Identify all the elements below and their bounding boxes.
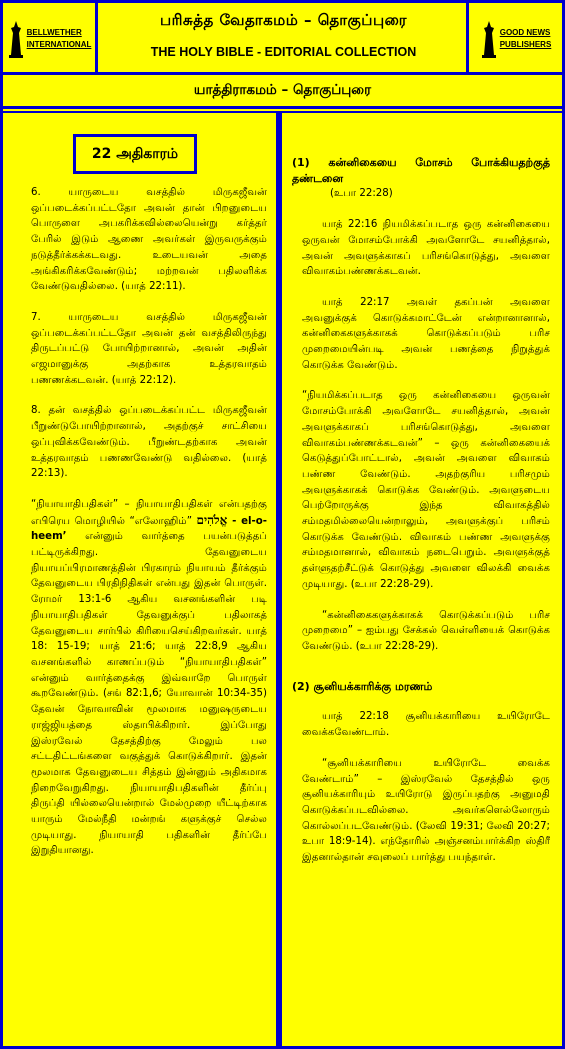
judges-text-2: என்னும் வார்த்தை பயன்படுத்தப் பட்டிருக்கிறது. தேவனுடைய நியாயப்பிரமாணத்தின் பிரகாரம் நியாயம் தீர்க்கும் தேவனுடைய பிரதிநிதிகள் என்பது இதன் பொருள். ரோமர் 13:1-6 ஆகிய வசனங்களின் படி நியாயாதிபதிகள் தேவனுக்குப் பதிலாகத் தேவனுடைய சார்பில் கிரியைசெய்கிறவர்கள். யாத் 18: 15-19; யாத் 21:6; யாத் 22:8,9 ஆகிய வசனங்களில் காணப்படும் “நியாயாதிபதிகள்” என்னும் வார்த்தைக்கு இவ்வாறே பொருள் கூறவேண்டும். (சங் 82:1,6; யோவான் 10:34-35) தேவன் நோவாவின் மூலமாக மனுஷருடைய ராஜ்ஜியத்தை ஸ்தாபிக்கிறார். இப்போது இஸ்ரவேல் தேசத்திற்கு மேலும் பல சட்டதிட்டங்களை வகுத்துக் கொடுக்கிறார். இதன் மூலமாக தேவனுடைய சித்தம் இன்னும் அதிகமாக நிறைவேறுகிறது. நியாயாதிபதிகளின் தீர்ப்பு திருப்தி யில்லையென்றால் மேல்முறை யீட்டிற்காக யாரும் மேல்நீதி மன்றங் களுக்குச் செல்ல முடியாது. நியாயாதி பதிகளின் தீர்ப்பே இறுதியானது. [31,531,267,857]
section1-ref: (உபா 22:28) [330,188,393,200]
logo-right-line1: GOOD NEWS [499,28,551,37]
verse-paragraph-8: 8. தன் வசத்தில் ஒப்படைக்கப்பட்ட மிருகஜீவன் பீறுண்டுபோயிற்றானால், அதற்குச் சாட்சியை ஒப்புவிக்கவேண்டும். பீறுண்டதற்காக அவன் உத்தரவாதம் பணணவேண்டு வதில்லை. (யாத் 22:13). [31,405,267,480]
section1-para-1: யாத் 22:16 நியமிக்கப்படாத ஒரு கன்னிகையை ஒருவன் மோசம்போக்கி அவளோடே சயனித்தால், அவன் அவளுக்காகப் பரிசங்கொடுத்து, அவளை விவாகம்பண்ணக்கடவன். [302,219,550,278]
section2-para-1: யாத் 22:18 சூனியக்காரியை உயிரோடே வைக்கவேண்டாம். [302,711,550,739]
section2-heading: (2) சூனியக்காரிக்கு மரணம் [292,679,433,693]
logo-bellwether [3,3,98,75]
verse-paragraph-6: 6. யாருடைய வசத்தில் மிருகஜீவன் ஒப்படைக்கப்பட்டதோ அவன் தான் பிறனுடைய பொருளை அபகரிக்கவில்லையென்று கர்த்தர் பேரில் இடும் ஆணை அவர்கள் இருவருக்கும் நடுத்தீர்க்கக்கடவது. உடையவன் அதை அங்கிகரிக்கவேண்டும்; மற்றவன் பதிலளிக்க வேண்டுவதில்லை. (யாத் 22:11). [31,187,267,293]
section1-para-4: “கன்னிகைகளுக்காகக் கொடுக்கப்படும் பரிச முறைமை” – ஐம்பது சேக்கல் வெள்ளியைக் கொடுக்க வேண்டும். (உபா 22:28-29). [302,609,550,652]
chapter-label: 22 அதிகாரம் [73,134,197,174]
logo-right-line2: PUBLISHERS [499,40,552,49]
logo-left-line1: BELLWETHER [26,28,82,37]
verse-paragraph-7: 7. யாருடைய வசத்தில் மிருகஜீவன் ஒப்படைக்கப்பட்டதோ அவன் தன் வசத்திலிருந்து திருடப்பட்டு போயிற்றானால், அவன் அதின் எஜமானுக்கு அதற்காக உத்தரவாதம் பணணக்கடவன். (யாத் 22:12). [31,311,267,386]
judges-commentary [31,497,267,859]
section1-para-2: யாத் 22:17 அவள் தகப்பன் அவளை அவனுக்குக் கொடுக்கமாட்டேன் என்றானானால், கன்னிகைகளுக்காகக் கொடுக்கப்படும் பரிச முறைமையின்படி அவன் பணத்தை நிறுத்துக் கொடுக்க வேண்டும். [302,296,550,371]
title-english: THE HOLY BIBLE - EDITORIAL COLLECTION [150,45,417,59]
section2-para-2: “சூனியக்காரியை உயிரோடே வைக்க வேண்டாம்” – இஸ்ரவேல் தேசத்தில் ஒரு சூனியக்காரியும் உயிரோடு இருப்பதற்கு அனுமதி கொடுக்கப்படவில்லை. அவர்களெல்லோரும் கொல்லப்படவேண்டும். (லேவி 19:31; லேவி 20:27; உபா 18:9-14). எந்தோரில் அஞ்சனம்பார்க்கிற ஸ்திரீ இதனால்தான் சவுலைப் பார்த்து பயந்தாள். [302,757,550,864]
hebrew-word: אֱלֹהִים [196,512,228,527]
lamp-icon [480,19,498,59]
judges-text-1: “நியாயாதிபதிகள்” – நியாயாதிபதிகள் என்பதற்கு எபிரெய மொழியில் “எலோஹிம்” [31,498,267,527]
logo-goodnews [466,3,562,75]
header [3,3,562,75]
section1-heading: (1) கன்னிகையை மோசம் போக்கியதற்குத் தண்டனை [292,156,550,185]
title-tamil: பரிசுத்த வேதாகமம் – தொகுப்புரை [159,11,408,29]
logo-left-line2: INTERNATIONAL [26,40,92,49]
lamp-icon [7,19,25,59]
book-title: யாத்திராகமம் – தொகுப்புரை [0,75,565,109]
left-column [3,113,279,1046]
right-column [282,113,562,1046]
section1-para-3: “நியமிக்கப்படாத ஒரு கன்னிகையை ஒருவன் மோசம்போக்கி அவளோடே சயனித்தால், அவன் அவளுக்காகப் பரிசங்கொடுத்து, அவளை விவாகம்பண்ணக்கடவன்” – ஒரு கன்னிகையைக் கெடுத்துப்போட்டால், அவன் அவளை விவாகம் பண்ண வேண்டும். அதற்குரிய பரிசமும் அவளுக்காகக் கொடுக்க வேண்டும். அவளுடைய பெற்றோருக்கு இந்த விவாகத்தில் சம்மதமில்லையென்றாலும், அவளுக்குப் பரிசம் கொடுக்க வேண்டும். விவாகம் பண்ண அவளுக்கு சம்மதமானால், விவாகம் நடைபெறும். அவளுக்குத் தள்ளுதற்சீட்டுக் கொடுத்து அவளை விலக்கி வைக்க முடியாது. (உபா 22:28-29). [302,390,550,590]
transliteration: - el-o-heem’ [31,515,267,543]
